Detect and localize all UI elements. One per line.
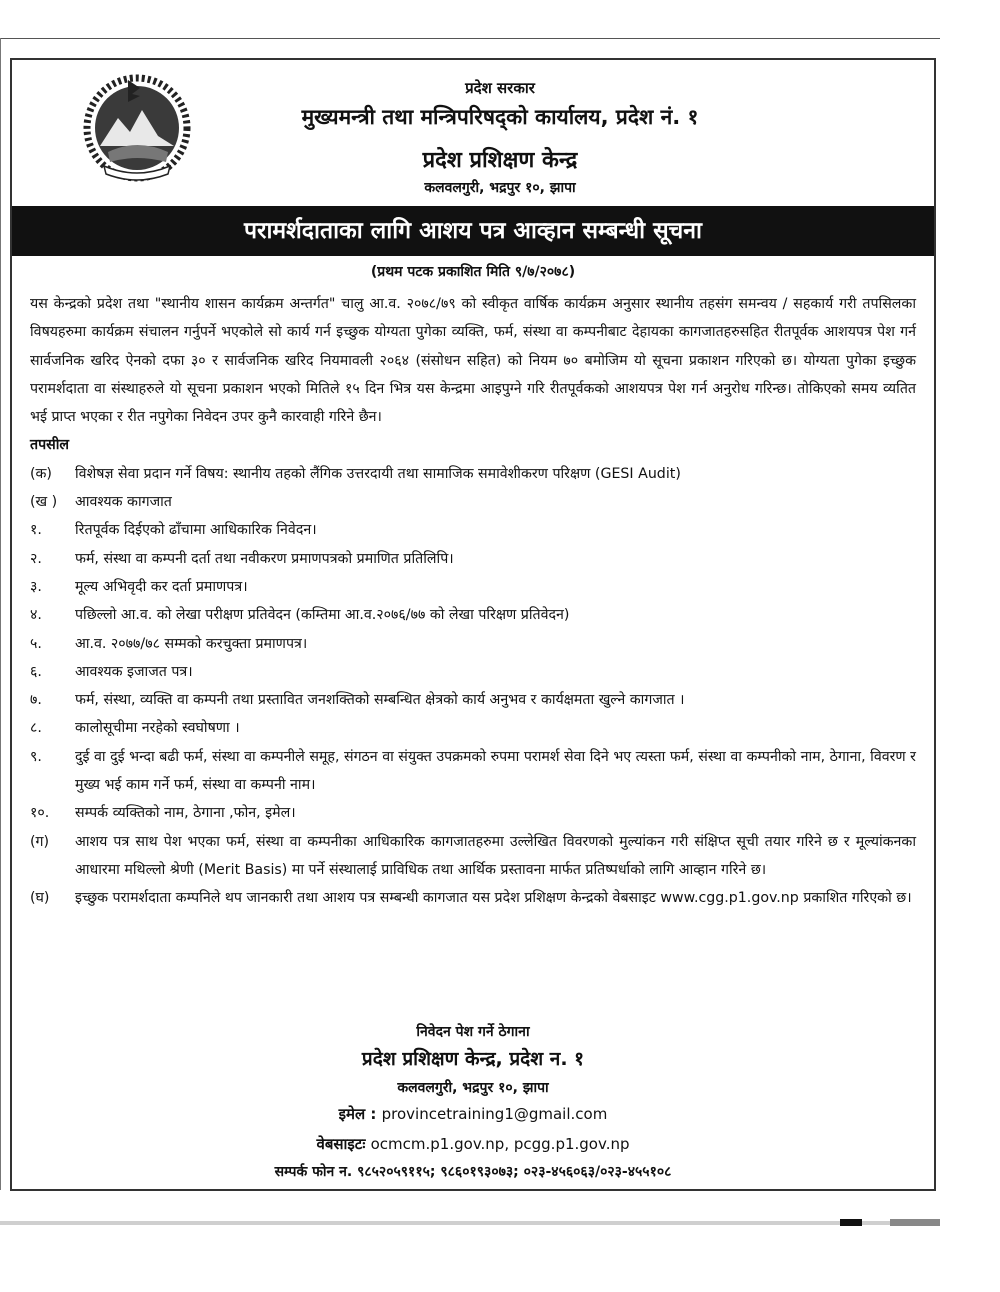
government-name: प्रदेश सरकार — [465, 79, 535, 97]
document-number: २. — [30, 550, 42, 567]
submission-address-heading: निवेदन पेश गर्ने ठेगाना — [416, 1024, 530, 1040]
item-text: इच्छुक परामर्शदाता कम्पनिले थप जानकारी तथा आशय पत्र सम्बन्धी कागजात यस प्रदेश प्रशिक्षण केन्द्रको वेबसाइट www.cgg.p1.gov.np प्रकाशित गरिएको छ। — [75, 890, 912, 907]
publication-date: (प्रथम पटक प्रकाशित मिति ९/७/२०७८) — [370, 264, 576, 280]
item-text: विशेषज्ञ सेवा प्रदान गर्ने विषय: स्थानीय तहको लैंगिक उत्तरदायी तथा सामाजिक समावेशीकरण परिक्षण (GESI Audit) — [75, 465, 681, 482]
divider-mark — [840, 1219, 862, 1226]
document-text: कालोसूचीमा नरहेको स्वघोषणा । — [75, 720, 240, 737]
details-heading: तपसील — [30, 437, 70, 454]
document-text: मूल्य अभिवृदी कर दर्ता प्रमाणपत्र। — [75, 578, 248, 595]
document-item — [30, 545, 916, 573]
notice-body — [30, 290, 916, 913]
item-ka — [30, 460, 916, 488]
item-label: (क) — [30, 465, 52, 482]
document-text: रितपूर्वक दिईएको ढाँचामा आधिकारिक निवेदन। — [75, 522, 317, 539]
document-item — [30, 516, 916, 544]
header-address: कलवलगुरी, भद्रपुर १०, झापा — [424, 180, 576, 196]
email-label: इमेल : — [338, 1105, 377, 1123]
document-item — [30, 799, 916, 827]
document-item — [30, 686, 916, 714]
document-number: १०. — [30, 805, 50, 822]
document-number: ५. — [30, 635, 42, 652]
item-label: (ख ) — [30, 494, 58, 511]
document-item — [30, 658, 916, 686]
item-text: आवश्यक कागजात — [75, 494, 172, 511]
item-ga — [30, 828, 916, 885]
document-text: फर्म, संस्था, व्यक्ति वा कम्पनी तथा प्रस्तावित जनशक्तिको सम्बन्धित क्षेत्रको कार्य अनुभव र कार्यक्षमता खुल्ने कागजात । — [75, 692, 685, 709]
top-rule — [0, 38, 940, 39]
footer-address: कलवलगुरी, भद्रपुर १०, झापा — [397, 1080, 549, 1096]
document-item — [30, 743, 916, 800]
document-number: ३. — [30, 578, 42, 595]
office-name: मुख्यमन्त्री तथा मन्त्रिपरिषद्को कार्यालय, प्रदेश नं. १ — [301, 105, 699, 129]
divider-mark — [890, 1219, 940, 1226]
website-value: ocmcm.p1.gov.np, pcgg.p1.gov.np — [370, 1135, 630, 1153]
document-text: पछिल्लो आ.व. को लेखा परीक्षण प्रतिवेदन (कम्तिमा आ.व.२०७६/७७ को लेखा परिक्षण प्रतिवेदन) — [75, 607, 570, 624]
document-number: १. — [30, 522, 42, 539]
intro-paragraph: यस केन्द्रको प्रदेश तथा "स्थानीय शासन कार्यक्रम अन्तर्गत" चालु आ.व. २०७८/७९ को स्वीकृत वार्षिक कार्यक्रम अनुसार स्थानीय तहसंग समन्वय / सहकार्य गरी तपसिलका विषयहरुमा कार्यक्रम संचालन गर्नुपर्ने भएकोले सो कार्य गर्न इच्छुक योग्यता पुगेका व्यक्ति, फर्म, संस्था वा कम्पनीबाट देहायका कागजातहरुसहित रीतपूर्वक आशयपत्र पेश गर्न सार्वजनिक खरिद ऐनको दफा ३० र सार्वजनिक खरिद नियमावली २०६४ (संसोधन सहित) को नियम ७० बमोजिम यो सूचना प्रकाशन गरिएको छ। योग्यता पुगेका इच्छुक परामर्शदाता वा संस्थाहरुले यो सूचना प्रकाशन भएको मितिले १५ दिन भित्र यस केन्द्रमा आइपुग्ने गरि रीतपूर्वकको आशयपत्र पेश गर्न अनुरोध गरिन्छ। तोकिएको समय व्यतित भई प्राप्त भएका र रीत नपुगेका निवेदन उपर कुनै कारवाही गरिने छैन। — [30, 296, 916, 426]
notice-title-banner: परामर्शदाताका लागि आशय पत्र आव्हान सम्बन्धी सूचना — [12, 206, 934, 256]
email-value: provincetraining1@gmail.com — [381, 1105, 608, 1123]
document-text: फर्म, संस्था वा कम्पनी दर्ता तथा नवीकरण प्रमाणपत्रको प्रमाणित प्रतिलिपि। — [75, 550, 454, 567]
email-line — [0, 1104, 946, 1124]
website-label: वेबसाइटः — [316, 1135, 366, 1153]
document-text: आवश्यक इजाजत पत्र। — [75, 663, 193, 680]
document-number: ७. — [30, 692, 42, 709]
document-item — [30, 714, 916, 742]
document-item — [30, 601, 916, 629]
document-text: आ.व. २०७७/७८ सम्मको करचुक्ता प्रमाणपत्र। — [75, 635, 308, 652]
website-line — [0, 1134, 946, 1154]
nepal-emblem-icon — [78, 66, 196, 184]
document-text: दुई वा दुई भन्दा बढी फर्म, संस्था वा कम्पनीले समूह, संगठन वा संयुक्त उपक्रमको रुपमा परामर्श सेवा दिने भए त्यस्ता फर्म, संस्था वा कम्पनीको नाम, ठेगाना, विवरण र मुख्य भई काम गर्ने फर्म, संस्था वा कम्पनी नाम। — [75, 748, 916, 794]
document-number: ४. — [30, 607, 42, 624]
item-kha — [30, 488, 916, 516]
document-item — [30, 573, 916, 601]
center-name: प्रदेश प्रशिक्षण केन्द्र — [422, 148, 578, 173]
document-item — [30, 630, 916, 658]
item-label: (ग) — [30, 833, 50, 850]
item-gha — [30, 884, 916, 912]
contact-phone: सम्पर्क फोन न. ९८५२०५९११५; ९८६०१९३०७३; ०२३-४५६०६३/०२३-४५५१०८ — [274, 1164, 672, 1180]
left-rule — [0, 38, 1, 1190]
document-number: ९. — [30, 748, 42, 765]
footer-center-name: प्रदेश प्रशिक्षण केन्द्र, प्रदेश न. १ — [361, 1048, 585, 1070]
bottom-divider — [0, 1221, 940, 1225]
document-number: ८. — [30, 720, 42, 737]
item-text: आशय पत्र साथ पेश भएका फर्म, संस्था वा कम्पनीका आधिकारिक कागजातहरुमा उल्लेखित विवरणको मुल्यांकन गरी संक्षिप्त सूची तयार गरिने छ र मूल्यांकनका आधारमा मथिल्लो श्रेणी (Merit Basis) मा पर्ने संस्थालाई प्राविधिक तथा आर्थिक प्रस्तावना मार्फत प्रतिष्पर्धाको लागि आव्हान गरिने छ। — [75, 833, 916, 878]
item-label: (घ) — [30, 890, 50, 907]
document-number: ६. — [30, 663, 42, 680]
document-text: सम्पर्क व्यक्तिको नाम, ठेगाना ,फोन, इमेल। — [75, 805, 296, 822]
